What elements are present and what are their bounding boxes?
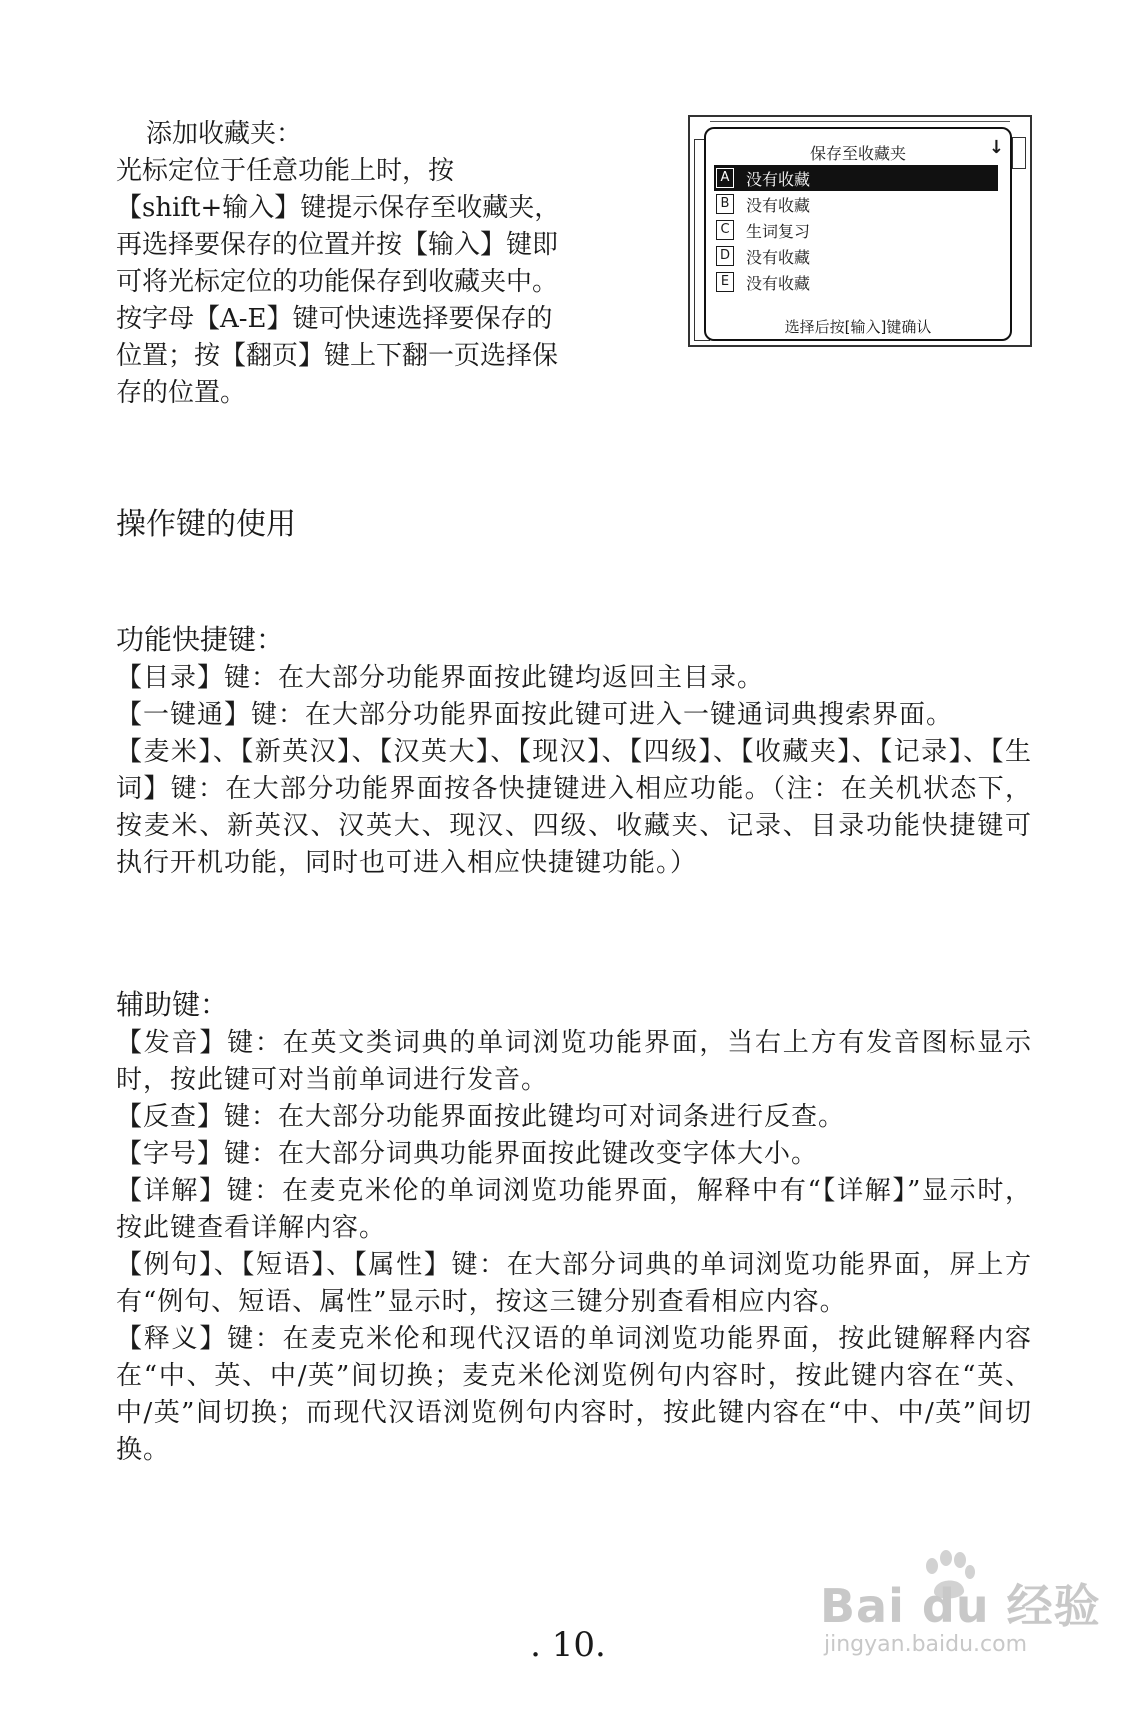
watermark-url: jingyan.baidu.com [824, 1632, 1028, 1657]
favorite-slot-d[interactable] [714, 243, 998, 269]
slot-key: A [716, 168, 734, 188]
slot-label: 生词复习 [746, 221, 811, 241]
page-number: . 10. [530, 1625, 606, 1665]
dialog-footer: 选择后按[输入]键确认 [784, 318, 932, 336]
save-to-favorites-dialog [704, 127, 1012, 341]
screen-right-strip [1012, 137, 1026, 169]
intro-line: 按字母【A-E】键可快速选择要保存的 [116, 304, 553, 334]
intro-line: 可将光标定位的功能保存到收藏夹中。 [116, 267, 559, 297]
device-screenshot [688, 115, 1032, 347]
paragraph: 【释义】键：在麦克米伦和现代汉语的单词浏览功能界面，按此键解释内容在“中、英、中/英”间切换；麦克米伦浏览例句内容时，按此键内容在“英、中/英”间切换；而现代汉语浏览例句内容时，按此键内容在“中、中/英”间切换。 [116, 1324, 1032, 1465]
slot-key: E [716, 272, 734, 292]
intro-section [116, 116, 636, 412]
paragraph: 【反查】键：在大部分功能界面按此键均可对词条进行反查。 [116, 1102, 846, 1132]
intro-line: 【shift+输入】键提示保存至收藏夹， [116, 193, 561, 223]
dialog-title: 保存至收藏夹 [809, 144, 906, 163]
favorite-slot-a[interactable] [714, 165, 998, 191]
shortcut-keys-section [116, 620, 1032, 882]
paragraph: 【发音】键：在英文类词典的单词浏览功能界面，当右上方有发音图标显示时，按此键可对当前单词进行发音。 [116, 1028, 1032, 1095]
auxiliary-keys-section [116, 985, 1032, 1469]
slot-key: B [716, 194, 734, 214]
favorite-slot-c[interactable] [714, 217, 998, 243]
slot-label: 没有收藏 [746, 169, 811, 189]
intro-line: 再选择要保存的位置并按【输入】键即 [116, 230, 559, 260]
watermark [820, 1570, 1101, 1657]
screen-divider [710, 121, 1010, 122]
slot-label: 没有收藏 [746, 195, 811, 215]
favorite-slot-e[interactable] [714, 269, 998, 295]
down-arrow-icon: ↓ [988, 137, 1004, 158]
paragraph: 【麦米】、【新英汉】、【汉英大】、【现汉】、【四级】、【收藏夹】、【记录】、【生词】键：在大部分功能界面按各快捷键进入相应功能。（注：在关机状态下，按麦米、新英汉、汉英大、现汉、四级、收藏夹、记录、目录功能快捷键可执行开机功能，同时也可进入相应快捷键功能。） [116, 737, 1032, 878]
paragraph: 【例句】、【短语】、【属性】键：在大部分词典的单词浏览功能界面，屏上方有“例句、短语、属性”显示时，按这三键分别查看相应内容。 [116, 1250, 1032, 1317]
paragraph: 【字号】键：在大部分词典功能界面按此键改变字体大小。 [116, 1139, 819, 1169]
section-heading: 操作键的使用 [116, 507, 296, 542]
intro-line: 存的位置。 [116, 378, 247, 408]
slot-label: 没有收藏 [746, 247, 811, 267]
paragraph: 【目录】键：在大部分功能界面按此键均返回主目录。 [116, 663, 765, 693]
section-title: 辅助键： [116, 988, 229, 1021]
section-heading-wrap [116, 505, 296, 545]
section-title: 功能快捷键： [116, 623, 285, 656]
watermark-logo: Bai du 经验 [820, 1579, 1101, 1633]
favorite-slot-b[interactable] [714, 191, 998, 217]
intro-line: 光标定位于任意功能上时，按 [116, 156, 455, 186]
intro-line: 位置；按【翻页】键上下翻一页选择保 [116, 341, 559, 371]
paragraph: 【详解】键：在麦克米伦的单词浏览功能界面，解释中有“【详解】”显示时，按此键查看详解内容。 [116, 1176, 1032, 1243]
slot-key: C [716, 220, 734, 240]
paragraph: 【一键通】键：在大部分功能界面按此键可进入一键通词典搜索界面。 [116, 700, 954, 730]
intro-title: 添加收藏夹： [146, 119, 303, 149]
slot-key: D [716, 246, 734, 266]
slot-label: 没有收藏 [746, 273, 811, 293]
